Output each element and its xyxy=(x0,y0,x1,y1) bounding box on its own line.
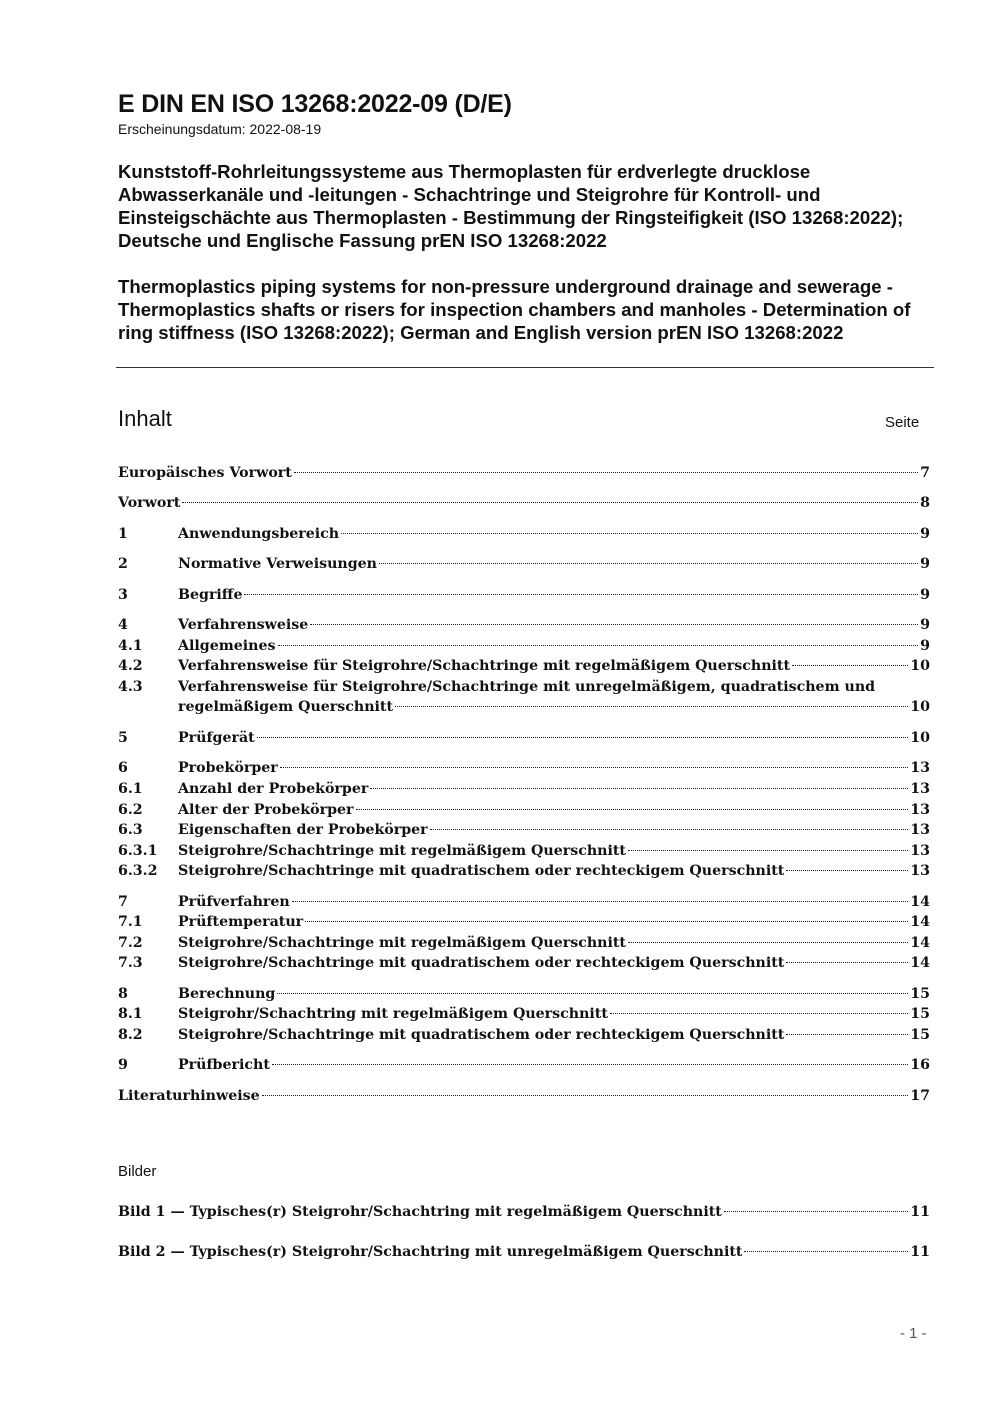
toc-leader xyxy=(278,645,919,646)
toc-entry-title-line1: Verfahrensweise für Steigrohre/Schachtringe mit unregelmäßigem, quadratischem und xyxy=(178,679,876,695)
toc-entry-number: 6.3.1 xyxy=(118,843,158,859)
toc-entry-number: 8.2 xyxy=(118,1027,143,1043)
toc-entry-title: Europäisches Vorwort xyxy=(118,465,292,481)
toc-entry-title: Steigrohre/Schachtringe mit quadratischem oder rechteckigem Querschnitt xyxy=(178,863,785,879)
toc-leader xyxy=(244,594,918,595)
toc-leader xyxy=(341,533,918,534)
toc-entry-number: 6.3 xyxy=(118,822,143,838)
title-german: Kunststoff-Rohrleitungssysteme aus Thermoplasten für erdverlegte drucklose Abwasserkanäle und -leitungen - Schachtringe und Steigrohre für Kontroll- und Einsteigschächte aus Thermoplasten - Bestimmung der Ringsteifigkeit (ISO 13268:2022); Deutsche und Englische Fassung prEN ISO 13268:2022 xyxy=(118,161,904,251)
toc-leader xyxy=(257,737,909,738)
toc-entry-number: 8 xyxy=(118,986,128,1002)
toc-entry-page: 14 xyxy=(910,894,930,910)
toc-leader xyxy=(744,1251,908,1252)
toc-entry-title: Probekörper xyxy=(178,760,278,776)
toc-leader xyxy=(628,942,908,943)
toc-entry-page: 10 xyxy=(910,658,930,674)
toc-entry-page: 14 xyxy=(910,935,930,951)
toc-entry-title: Steigrohre/Schachtringe mit quadratischem oder rechteckigem Querschnitt xyxy=(178,955,785,971)
toc-entry-title: Anzahl der Probekörper xyxy=(178,781,369,797)
toc-entry-title: Prüfbericht xyxy=(178,1057,270,1073)
figure-entry-title: Bild 2 — Typisches(r) Steigrohr/Schachtring mit unregelmäßigem Querschnitt xyxy=(118,1244,743,1260)
toc-leader xyxy=(305,921,908,922)
toc-entry-page: 14 xyxy=(910,914,930,930)
publication-date: Erscheinungsdatum: 2022-08-19 xyxy=(118,121,322,137)
toc-leader xyxy=(786,1034,908,1035)
toc-entry-number: 7.2 xyxy=(118,935,143,951)
toc-entry-title: Prüfgerät xyxy=(178,730,255,746)
toc-entry-title: Literaturhinweise xyxy=(118,1088,260,1104)
toc-leader xyxy=(792,665,908,666)
toc-entry-page: 13 xyxy=(910,802,930,818)
toc-entry[interactable] xyxy=(118,677,930,717)
toc-entry-title: Prüftemperatur xyxy=(178,914,304,930)
toc-entry-title: Verfahrensweise für Steigrohre/Schachtringe mit regelmäßigem Querschnitt xyxy=(178,658,791,674)
toc-entry-number: 4.2 xyxy=(118,658,143,674)
toc-entry-number: 1 xyxy=(118,526,128,542)
toc-entry-number: 7 xyxy=(118,894,128,910)
toc-entry-number: 6.1 xyxy=(118,781,143,797)
toc-leader xyxy=(310,624,918,625)
toc-entry-title: Steigrohre/Schachtringe mit regelmäßigem Querschnitt xyxy=(178,935,626,951)
toc-entry-page: 9 xyxy=(920,526,930,542)
toc-entry-title: Eigenschaften der Probekörper xyxy=(178,822,428,838)
toc-entry-number: 3 xyxy=(118,587,128,603)
toc-entry-page: 13 xyxy=(910,822,930,838)
toc-entry-title: Alter der Probekörper xyxy=(178,802,354,818)
toc-entry-title: regelmäßigem Querschnitt xyxy=(178,699,394,715)
toc-entry-number: 7.1 xyxy=(118,914,143,930)
toc-entry-title: Anwendungsbereich xyxy=(178,526,340,542)
toc-entry-title: Prüfverfahren xyxy=(178,894,290,910)
document-id: E DIN EN ISO 13268:2022-09 (D/E) xyxy=(118,90,512,118)
figure-entry-page: 11 xyxy=(910,1244,930,1260)
toc-entry-title: Steigrohr/Schachtring mit regelmäßigem Querschnitt xyxy=(178,1006,608,1022)
toc-entry-page: 10 xyxy=(910,699,930,715)
toc-leader xyxy=(370,788,908,789)
toc-entry-page: 9 xyxy=(920,556,930,572)
toc-entry-page: 15 xyxy=(910,986,930,1002)
toc-entry-page: 9 xyxy=(920,617,930,633)
toc-leader xyxy=(379,563,918,564)
toc-entry-title: Normative Verweisungen xyxy=(178,556,377,572)
toc-entry-title: Steigrohre/Schachtringe mit regelmäßigem Querschnitt xyxy=(178,843,626,859)
toc-heading: Inhalt xyxy=(118,406,172,431)
toc-entry-title: Verfahrensweise xyxy=(178,617,309,633)
toc-entry-title: Vorwort xyxy=(118,495,181,511)
toc-leader xyxy=(430,829,909,830)
toc-leader xyxy=(277,993,908,994)
toc-leader xyxy=(786,870,908,871)
toc-entry-number: 8.1 xyxy=(118,1006,143,1022)
toc-entry-number: 7.3 xyxy=(118,955,143,971)
toc-entry-page: 15 xyxy=(910,1027,930,1043)
toc-entry-page: 13 xyxy=(910,760,930,776)
title-divider xyxy=(116,367,934,368)
toc-leader xyxy=(280,767,909,768)
toc-entry-page: 13 xyxy=(910,863,930,879)
figures-heading: Bilder xyxy=(118,1163,157,1180)
toc-leader xyxy=(294,472,918,473)
toc-entry-page: 15 xyxy=(910,1006,930,1022)
toc-entry-page: 13 xyxy=(910,781,930,797)
toc-entry-number: 5 xyxy=(118,730,128,746)
toc-entry-number: 4 xyxy=(118,617,128,633)
figure-entry-page: 11 xyxy=(910,1204,930,1220)
toc-leader xyxy=(628,850,908,851)
toc-entry-title: Steigrohre/Schachtringe mit quadratischem oder rechteckigem Querschnitt xyxy=(178,1027,785,1043)
toc-page-column-label: Seite xyxy=(885,414,920,431)
toc-leader xyxy=(786,962,908,963)
toc-entry-number: 4.1 xyxy=(118,638,143,654)
toc-entry-page: 13 xyxy=(910,843,930,859)
toc-leader xyxy=(292,901,909,902)
toc-entry-page: 9 xyxy=(920,638,930,654)
toc-entry-page: 8 xyxy=(920,495,930,511)
toc-entry-title: Allgemeines xyxy=(178,638,276,654)
toc-leader xyxy=(724,1211,908,1212)
toc-entry-page: 9 xyxy=(920,587,930,603)
toc-leader xyxy=(262,1095,909,1096)
toc-entry-title: Berechnung xyxy=(178,986,276,1002)
toc-leader xyxy=(610,1013,908,1014)
figure-entry-title: Bild 1 — Typisches(r) Steigrohr/Schachtring mit regelmäßigem Querschnitt xyxy=(118,1204,722,1220)
toc-entry-number: 6.2 xyxy=(118,802,143,818)
toc-entry-number: 9 xyxy=(118,1057,128,1073)
toc-entry-number: 2 xyxy=(118,556,128,572)
toc-leader xyxy=(395,706,908,707)
toc-entry-number: 6.3.2 xyxy=(118,863,158,879)
toc-entry-title: Begriffe xyxy=(178,587,243,603)
page-number: - 1 - xyxy=(900,1325,927,1342)
toc-entry-number: 6 xyxy=(118,760,128,776)
toc-leader xyxy=(272,1064,908,1065)
toc-entry-page: 17 xyxy=(910,1088,930,1104)
toc-entry-page: 14 xyxy=(910,955,930,971)
toc-entry-number: 4.3 xyxy=(118,679,143,695)
toc-entry-page: 7 xyxy=(920,465,930,481)
toc-leader xyxy=(182,502,918,503)
toc-entry-page: 10 xyxy=(910,730,930,746)
title-english: Thermoplastics piping systems for non-pressure underground drainage and sewerage - Thermoplastics shafts or risers for inspection chambers and manholes - Determination of ring stiffness (ISO 13268:2022); German and English version prEN ISO 13268:2022 xyxy=(118,276,911,343)
toc-entry-page: 16 xyxy=(910,1057,930,1073)
toc-leader xyxy=(356,809,909,810)
